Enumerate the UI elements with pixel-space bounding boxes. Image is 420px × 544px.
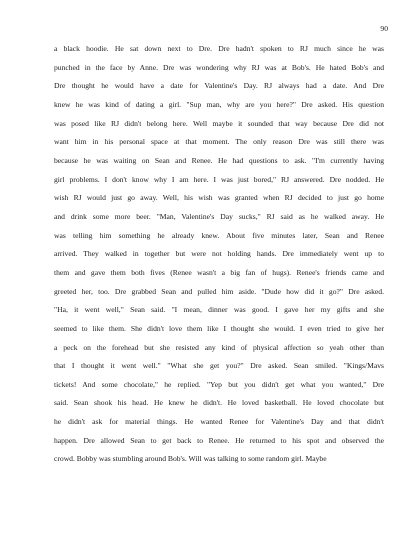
text-line: want him in his personal space at that moment. The only reason Dre was still there was	[54, 137, 384, 147]
text-line: Dre thought he would have a date for Valentine's Day. RJ always had a date. And Dre	[54, 81, 384, 91]
page-number: 90	[380, 24, 388, 33]
text-line: girl problems. I don't know why I am here. I was just bored," RJ answered. Dre nodded. He	[54, 174, 384, 184]
text-line: was telling him something he already knew. About five minutes later, Sean and Renee	[54, 230, 384, 240]
text-line: a peck on the forehead but she resisted any kind of physical affection so yeah other than	[54, 342, 384, 352]
text-line: punched in the face by Anne. Dre was wondering why RJ was at Bob's. He hated Bob's and	[54, 62, 384, 72]
text-line: arrived. They walked in together but were not holding hands. Dre immediately went up to	[54, 249, 384, 259]
text-line: "Ha, it went well," Sean said. "I mean, dinner was good. I gave her my gifts and she	[54, 305, 384, 315]
body-text	[54, 40, 384, 469]
text-line: greeted her, too. Dre grabbed Sean and pulled him aside. "Dude how did it go?" Dre asked.	[54, 286, 384, 296]
text-line: that I thought it went well." "What she get you?" Dre asked. Sean smiled. "Kings/Mavs	[54, 361, 384, 371]
text-line: happen. Dre allowed Sean to get back to Renee. He returned to his spot and observed the	[54, 435, 384, 445]
text-line: because he was waiting on Sean and Renee. He had questions to ask. "I'm currently having	[54, 155, 384, 165]
text-line: and drink some more beer. "Man, Valentine's Day sucks," RJ said as he walked away. He	[54, 211, 384, 221]
text-line: knew he was kind of dating a girl. "Sup man, why are you here?" Dre asked. His question	[54, 99, 384, 109]
text-line: them and gave them both fives (Renee wasn't a big fan of hugs). Renee's friends came and	[54, 267, 384, 277]
text-line: he didn't ask for material things. He wanted Renee for Valentine's Day and that didn't	[54, 417, 384, 427]
text-line: tickets! And some chocolate," he replied. "Yep but you didn't get what you wanted," Dre	[54, 379, 384, 389]
text-line: was posed like RJ didn't belong here. Well maybe it sounded that way because Dre did not	[54, 118, 384, 128]
text-line: crowd. Bobby was stumbling around Bob's. Will was talking to some random girl. Maybe	[54, 454, 327, 464]
text-line: wish RJ would just go away. Well, his wish was granted when RJ decided to just go home	[54, 193, 384, 203]
text-line: a black hoodie. He sat down next to Dre. Dre hadn't spoken to RJ much since he was	[54, 44, 384, 53]
text-line: seemed to like them. She didn't love them like I thought she would. I even tried to give her	[54, 323, 384, 333]
text-line: said. Sean shook his head. He knew he didn't. He loved basketball. He loved chocolate but	[54, 398, 384, 408]
